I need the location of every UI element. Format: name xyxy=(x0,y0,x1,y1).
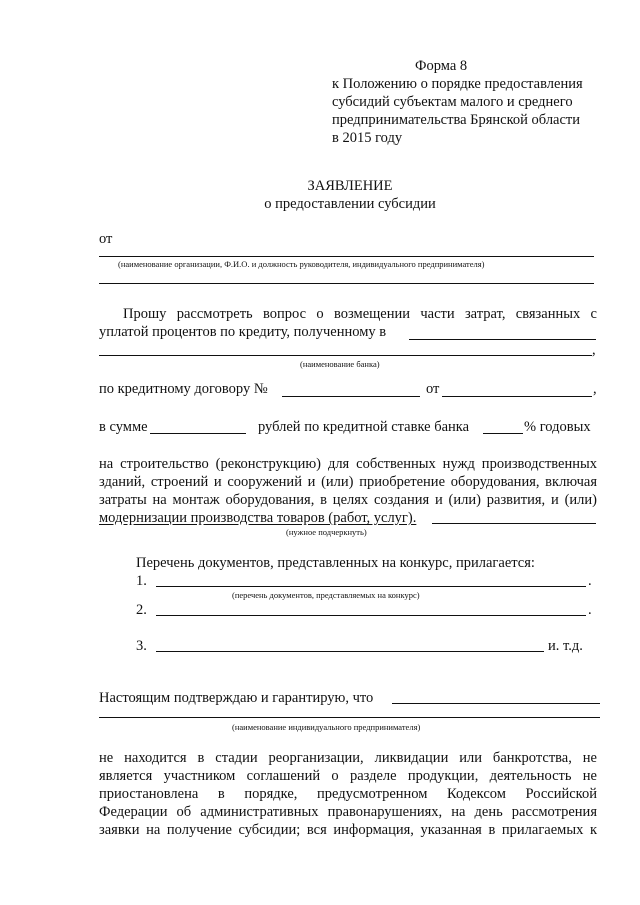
doc-item-3-field[interactable] xyxy=(156,651,544,652)
doc-item-3-end: и. т.д. xyxy=(548,638,583,654)
sum-field[interactable] xyxy=(150,433,246,434)
body-line-3: приостановлена в порядке, предусмотренном Кодексом Российской xyxy=(99,786,597,802)
documents-hint: (перечень документов, представляемых на конкурс) xyxy=(232,590,420,600)
form-number: Форма 8 xyxy=(415,58,468,74)
contract-from-label: от xyxy=(426,381,440,397)
bank-field-line-1[interactable] xyxy=(409,339,596,340)
purpose-line-4: модернизации производства товаров (работ, услуг). xyxy=(99,510,417,526)
purpose-hint: (нужное подчеркнуть) xyxy=(286,527,367,537)
doc-item-2-end: . xyxy=(588,602,592,618)
doc-item-2-field[interactable] xyxy=(156,615,586,616)
confirm-hint: (наименование индивидуального предпринимателя) xyxy=(232,722,421,732)
body-line-1: не находится в стадии реорганизации, ликвидации или банкротства, не xyxy=(99,750,597,766)
from-field-line[interactable] xyxy=(99,256,594,257)
purpose-line-1: на строительство (реконструкцию) для собственных нужд производственных xyxy=(99,456,597,472)
sum-percent-label: % годовых xyxy=(524,419,591,435)
documents-intro: Перечень документов, представленных на конкурс, прилагается: xyxy=(136,555,535,571)
doc-item-1-number: 1. xyxy=(136,573,147,589)
from-hint: (наименование организации, Ф.И.О. и должность руководителя, индивидуального предпринимателя) xyxy=(118,259,485,269)
header-line-2: субсидий субъектам малого и среднего xyxy=(332,94,573,110)
purpose-line-3: затраты на монтаж оборудования, в целях создания и (или) развития, и (или) xyxy=(99,492,597,508)
body-line-2: является участником соглашений о разделе продукции, деятельность не xyxy=(99,768,597,784)
confirm-field-line-2[interactable] xyxy=(99,717,600,718)
confirm-label: Настоящим подтверждаю и гарантирую, что xyxy=(99,690,374,706)
purpose-field-line[interactable] xyxy=(432,523,596,524)
document-title: ЗАЯВЛЕНИЕ xyxy=(307,178,393,194)
from-field-line-2[interactable] xyxy=(99,283,594,284)
bank-field-line-2[interactable] xyxy=(99,355,592,356)
purpose-line-2: зданий, строений и сооружений и (или) приобретение оборудования, включая xyxy=(99,474,597,490)
doc-item-2-number: 2. xyxy=(136,602,147,618)
body-line-4: Федерации об административных правонарушениях, на день рассмотрения xyxy=(99,804,597,820)
sum-label: в сумме xyxy=(99,419,148,435)
doc-item-1-field[interactable] xyxy=(156,586,586,587)
contract-comma: , xyxy=(593,381,597,397)
sum-rubles-label: рублей по кредитной ставке банка xyxy=(258,419,470,435)
from-label: от xyxy=(99,231,113,247)
document-subtitle: о предоставлении субсидии xyxy=(264,196,436,212)
bank-comma: , xyxy=(592,342,596,358)
header-line-3: предпринимательства Брянской области xyxy=(332,112,581,128)
contract-label: по кредитному договору № xyxy=(99,381,268,397)
header-line-1: к Положению о порядке предоставления xyxy=(332,76,583,92)
bank-hint: (наименование банка) xyxy=(300,359,380,369)
request-line-1: Прошу рассмотреть вопрос о возмещении части затрат, связанных с xyxy=(123,306,597,322)
contract-date-field[interactable] xyxy=(442,396,592,397)
header-line-4: в 2015 году xyxy=(332,130,403,146)
body-line-5: заявки на получение субсидии; вся информация, указанная в прилагаемых к xyxy=(99,822,597,838)
rate-field[interactable] xyxy=(483,433,523,434)
contract-number-field[interactable] xyxy=(282,396,420,397)
request-line-2: уплатой процентов по кредиту, полученному в xyxy=(99,324,387,340)
confirm-field-line-1[interactable] xyxy=(392,703,600,704)
doc-item-1-end: . xyxy=(588,573,592,589)
doc-item-3-number: 3. xyxy=(136,638,147,654)
